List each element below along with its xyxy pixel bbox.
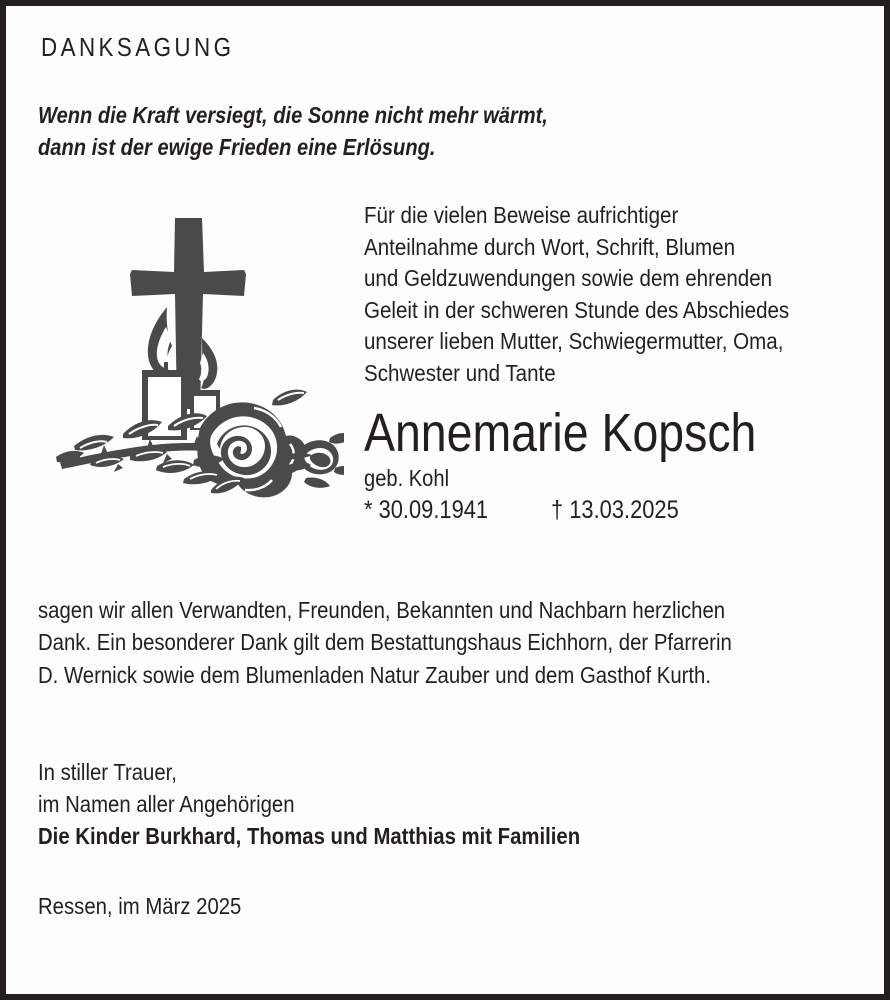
closing-line-2: im Namen aller Angehörigen [38, 791, 295, 818]
deceased-maiden-name: geb. Kohl [364, 464, 450, 491]
thanks-line-2: Dank. Ein besonderer Dank gilt dem Bestattungshaus Eichhorn, der Pfarrerin [38, 629, 732, 656]
birth-date: 30.09.1941 [378, 495, 489, 524]
closing-line-1: In stiller Trauer, [38, 759, 177, 786]
place-and-date: Ressen, im März 2025 [38, 893, 242, 920]
emblem-and-announcement-row [38, 200, 854, 572]
deceased-name: Annemarie Kopsch [364, 403, 757, 464]
thanks-paragraph [38, 594, 744, 691]
intro-line-5: unserer lieben Mutter, Schwiegermutter, Oma, [364, 328, 784, 355]
death-date: 13.03.2025 [569, 495, 679, 524]
closing-block [38, 757, 744, 853]
intro-line-1: Für die vielen Beweise aufrichtiger [364, 201, 679, 228]
life-dates [364, 496, 833, 525]
intro-paragraph [364, 200, 833, 390]
intro-line-2: Anteilnahme durch Wort, Schrift, Blumen [364, 233, 736, 260]
intro-line-4: Geleit in der schweren Stunde des Abschiedes [364, 296, 790, 323]
verse-line-1: Wenn die Kraft versiegt, die Sonne nicht mehr wärmt, [38, 102, 548, 128]
thanks-line-3: D. Wernick sowie dem Blumenladen Natur Zauber und dem Gasthof Kurth. [38, 661, 712, 688]
cross-candles-rose-emblem [44, 204, 344, 504]
death-symbol: † [551, 495, 564, 524]
memorial-verse [38, 100, 736, 164]
announcement-text-block [364, 200, 890, 525]
verse-line-2: dann ist der ewige Frieden eine Erlösung. [38, 133, 436, 160]
intro-line-3: und Geldzuwendungen sowie dem ehrenden [364, 265, 773, 292]
notice-content-area [6, 6, 884, 994]
birth-symbol: * [364, 495, 373, 524]
family-signature: Die Kinder Burkhard, Thomas und Matthias mit Familien [38, 823, 581, 850]
page-title: DANKSAGUNG [41, 32, 235, 62]
thanks-line-1: sagen wir allen Verwandten, Freunden, Bekannten und Nachbarn herzlichen [38, 596, 726, 623]
intro-line-6: Schwester und Tante [364, 359, 556, 386]
